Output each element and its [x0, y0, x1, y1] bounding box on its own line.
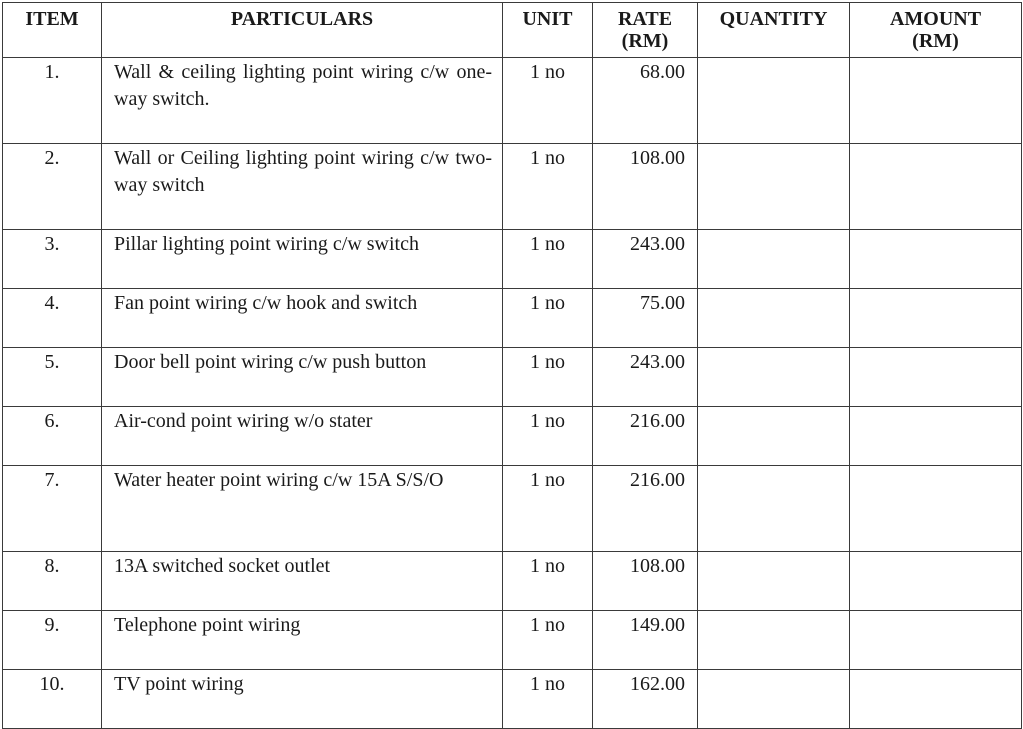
item-cell: 7.	[3, 466, 102, 552]
quantity-cell	[698, 552, 850, 611]
item-cell: 8.	[3, 552, 102, 611]
table-row	[3, 58, 1022, 144]
unit-cell: 1 no	[503, 466, 593, 552]
amount-cell	[850, 407, 1022, 466]
rate-cell: 243.00	[593, 230, 698, 289]
unit-cell: 1 no	[503, 58, 593, 144]
quantity-cell	[698, 289, 850, 348]
particulars-cell: Wall & ceiling lighting point wiring c/w one-way switch.	[102, 58, 503, 144]
item-cell: 10.	[3, 670, 102, 729]
rate-cell: 75.00	[593, 289, 698, 348]
table-row	[3, 289, 1022, 348]
item-cell: 9.	[3, 611, 102, 670]
particulars-cell: Fan point wiring c/w hook and switch	[102, 289, 503, 348]
amount-cell	[850, 348, 1022, 407]
amount-cell	[850, 670, 1022, 729]
rate-cell: 108.00	[593, 144, 698, 230]
rate-cell: 149.00	[593, 611, 698, 670]
table-row	[3, 348, 1022, 407]
item-cell: 3.	[3, 230, 102, 289]
item-cell: 4.	[3, 289, 102, 348]
rate-cell: 216.00	[593, 407, 698, 466]
quantity-cell	[698, 611, 850, 670]
particulars-cell: 13A switched socket outlet	[102, 552, 503, 611]
rate-cell: 108.00	[593, 552, 698, 611]
quantity-cell	[698, 144, 850, 230]
amount-cell	[850, 611, 1022, 670]
table-row	[3, 670, 1022, 729]
table-row	[3, 552, 1022, 611]
header-row	[3, 3, 1022, 58]
unit-cell: 1 no	[503, 552, 593, 611]
item-cell: 5.	[3, 348, 102, 407]
item-cell: 6.	[3, 407, 102, 466]
table-row	[3, 144, 1022, 230]
particulars-cell: Pillar lighting point wiring c/w switch	[102, 230, 503, 289]
particulars-cell: Wall or Ceiling lighting point wiring c/w two-way switch	[102, 144, 503, 230]
header-unit: UNIT	[503, 3, 593, 58]
amount-cell	[850, 230, 1022, 289]
unit-cell: 1 no	[503, 611, 593, 670]
header-amount: AMOUNT (RM)	[850, 3, 1022, 58]
particulars-cell: Door bell point wiring c/w push button	[102, 348, 503, 407]
table-row	[3, 611, 1022, 670]
unit-cell: 1 no	[503, 230, 593, 289]
quantity-cell	[698, 670, 850, 729]
header-quantity: QUANTITY	[698, 3, 850, 58]
rate-cell: 68.00	[593, 58, 698, 144]
rate-cell: 216.00	[593, 466, 698, 552]
rate-cell: 162.00	[593, 670, 698, 729]
unit-cell: 1 no	[503, 348, 593, 407]
particulars-cell: Water heater point wiring c/w 15A S/S/O	[102, 466, 503, 552]
item-cell: 2.	[3, 144, 102, 230]
unit-cell: 1 no	[503, 289, 593, 348]
particulars-cell: Air-cond point wiring w/o stater	[102, 407, 503, 466]
header-particulars: PARTICULARS	[102, 3, 503, 58]
quantity-cell	[698, 230, 850, 289]
price-schedule-table	[2, 2, 1022, 729]
amount-cell	[850, 58, 1022, 144]
header-item: ITEM	[3, 3, 102, 58]
quantity-cell	[698, 348, 850, 407]
unit-cell: 1 no	[503, 144, 593, 230]
quantity-cell	[698, 407, 850, 466]
unit-cell: 1 no	[503, 407, 593, 466]
amount-cell	[850, 289, 1022, 348]
amount-cell	[850, 466, 1022, 552]
particulars-cell: Telephone point wiring	[102, 611, 503, 670]
item-cell: 1.	[3, 58, 102, 144]
unit-cell: 1 no	[503, 670, 593, 729]
table-row	[3, 230, 1022, 289]
quantity-cell	[698, 466, 850, 552]
quantity-cell	[698, 58, 850, 144]
table-row	[3, 466, 1022, 552]
rate-cell: 243.00	[593, 348, 698, 407]
amount-cell	[850, 552, 1022, 611]
table-row	[3, 407, 1022, 466]
header-rate: RATE (RM)	[593, 3, 698, 58]
particulars-cell: TV point wiring	[102, 670, 503, 729]
amount-cell	[850, 144, 1022, 230]
